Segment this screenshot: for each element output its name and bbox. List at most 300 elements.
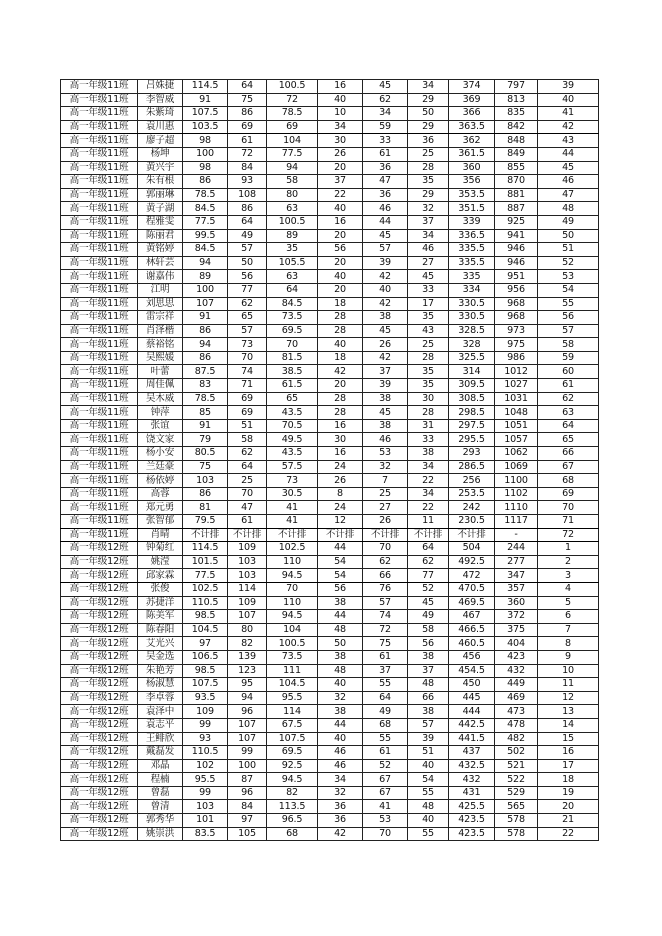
score-cell-5: 37	[363, 365, 408, 379]
score-cell-4: 34	[318, 773, 363, 787]
score-cell-3: 84.5	[267, 297, 318, 311]
table-row	[61, 283, 599, 297]
name-cell: 黄铭婷	[138, 243, 183, 257]
total-cell: 450	[449, 678, 495, 692]
school-rank-cell: 1069	[495, 460, 538, 474]
school-rank-cell: 881	[495, 188, 538, 202]
class-cell: 高一年级11班	[61, 188, 138, 202]
school-rank-cell: 1062	[495, 447, 538, 461]
score-cell-3: 64	[267, 283, 318, 297]
score-cell-6: 58	[408, 623, 449, 637]
school-rank-cell: 357	[495, 582, 538, 596]
score-cell-4: 8	[318, 487, 363, 501]
score-cell-2: 58	[228, 433, 267, 447]
score-cell-4: 20	[318, 256, 363, 270]
score-cell-3: 70	[267, 338, 318, 352]
score-cell-6: 48	[408, 678, 449, 692]
score-cell-2: 86	[228, 202, 267, 216]
score-cell-2: 70	[228, 351, 267, 365]
score-cell-1: 83	[183, 379, 228, 393]
class-rank-cell: 68	[538, 474, 599, 488]
class-rank-cell: 53	[538, 270, 599, 284]
class-cell: 高一年级11班	[61, 392, 138, 406]
score-cell-6: 52	[408, 582, 449, 596]
class-rank-cell: 71	[538, 515, 599, 529]
table-row	[61, 664, 599, 678]
name-cell: 钟萍	[138, 406, 183, 420]
class-cell: 高一年级12班	[61, 773, 138, 787]
score-cell-2: 97	[228, 814, 267, 828]
score-cell-6: 31	[408, 419, 449, 433]
score-cell-6: 29	[408, 120, 449, 134]
total-cell: 351.5	[449, 202, 495, 216]
score-cell-5: 38	[363, 419, 408, 433]
school-rank-cell: 849	[495, 147, 538, 161]
score-cell-6: 35	[408, 311, 449, 325]
class-cell: 高一年级11班	[61, 515, 138, 529]
score-cell-6: 48	[408, 800, 449, 814]
school-rank-cell: 973	[495, 324, 538, 338]
score-cell-4: 36	[318, 814, 363, 828]
score-cell-3: 100.5	[267, 215, 318, 229]
name-cell: 谢嘉伟	[138, 270, 183, 284]
score-cell-4: 26	[318, 147, 363, 161]
school-rank-cell: 469	[495, 691, 538, 705]
name-cell: 叶蕾	[138, 365, 183, 379]
score-cell-1: 91	[183, 311, 228, 325]
score-cell-4: 37	[318, 175, 363, 189]
school-rank-cell: 855	[495, 161, 538, 175]
score-cell-5: 46	[363, 202, 408, 216]
score-cell-5: 67	[363, 773, 408, 787]
school-rank-cell: 1031	[495, 392, 538, 406]
score-cell-6: 27	[408, 256, 449, 270]
score-cell-1: 79	[183, 433, 228, 447]
total-cell: 230.5	[449, 515, 495, 529]
class-rank-cell: 50	[538, 229, 599, 243]
school-rank-cell: 375	[495, 623, 538, 637]
total-cell: 356	[449, 175, 495, 189]
name-cell: 高蓉	[138, 487, 183, 501]
score-cell-5: 38	[363, 392, 408, 406]
score-cell-3: 96.5	[267, 814, 318, 828]
total-cell: 330.5	[449, 297, 495, 311]
class-cell: 高一年级12班	[61, 800, 138, 814]
score-cell-4: 20	[318, 161, 363, 175]
score-cell-4: 10	[318, 107, 363, 121]
score-cell-6: 45	[408, 270, 449, 284]
score-cell-3: 41	[267, 501, 318, 515]
score-cell-3: 73.5	[267, 311, 318, 325]
school-rank-cell: 1012	[495, 365, 538, 379]
score-cell-6: 35	[408, 379, 449, 393]
class-rank-cell: 65	[538, 433, 599, 447]
score-cell-4: 38	[318, 596, 363, 610]
total-cell: 297.5	[449, 419, 495, 433]
score-cell-5: 61	[363, 650, 408, 664]
score-cell-1: 77.5	[183, 215, 228, 229]
score-cell-5: 72	[363, 623, 408, 637]
score-cell-1: 98.5	[183, 610, 228, 624]
name-cell: 饶文家	[138, 433, 183, 447]
class-cell: 高一年级11班	[61, 107, 138, 121]
school-rank-cell: 521	[495, 759, 538, 773]
score-cell-2: 72	[228, 147, 267, 161]
class-cell: 高一年级11班	[61, 270, 138, 284]
score-cell-5: 76	[363, 582, 408, 596]
class-cell: 高一年级12班	[61, 827, 138, 841]
score-cell-1: 93	[183, 732, 228, 746]
score-cell-3: 43.5	[267, 406, 318, 420]
score-cell-1: 98	[183, 161, 228, 175]
score-cell-3: 43.5	[267, 447, 318, 461]
score-cell-1: 78.5	[183, 392, 228, 406]
score-cell-4: 16	[318, 215, 363, 229]
name-cell: 杨淑慧	[138, 678, 183, 692]
total-cell: 431	[449, 786, 495, 800]
score-cell-5: 26	[363, 338, 408, 352]
table-row	[61, 338, 599, 352]
score-table-body	[61, 80, 599, 841]
score-cell-5: 68	[363, 718, 408, 732]
score-cell-3: 69.5	[267, 324, 318, 338]
score-cell-5: 45	[363, 229, 408, 243]
name-cell: 陈丽君	[138, 229, 183, 243]
score-cell-2: 103	[228, 569, 267, 583]
school-rank-cell: 1027	[495, 379, 538, 393]
total-cell: 253.5	[449, 487, 495, 501]
class-rank-cell: 61	[538, 379, 599, 393]
score-cell-6: 39	[408, 732, 449, 746]
class-rank-cell: 72	[538, 528, 599, 542]
school-rank-cell: 1051	[495, 419, 538, 433]
table-row	[61, 759, 599, 773]
score-cell-5: 7	[363, 474, 408, 488]
class-cell: 高一年级12班	[61, 542, 138, 556]
score-cell-1: 104.5	[183, 623, 228, 637]
score-cell-4: 18	[318, 351, 363, 365]
score-cell-6: 34	[408, 80, 449, 94]
score-cell-3: 92.5	[267, 759, 318, 773]
score-cell-6: 55	[408, 827, 449, 841]
score-cell-1: 100	[183, 147, 228, 161]
score-cell-3: 58	[267, 175, 318, 189]
score-cell-1: 101	[183, 814, 228, 828]
score-cell-1: 114.5	[183, 80, 228, 94]
table-row	[61, 175, 599, 189]
school-rank-cell: 835	[495, 107, 538, 121]
score-cell-1: 79.5	[183, 515, 228, 529]
class-cell: 高一年级11班	[61, 487, 138, 501]
name-cell: 袁志平	[138, 718, 183, 732]
name-cell: 邱家霖	[138, 569, 183, 583]
score-cell-1: 102.5	[183, 582, 228, 596]
score-cell-5: 70	[363, 827, 408, 841]
score-cell-5: 47	[363, 175, 408, 189]
total-cell: 456	[449, 650, 495, 664]
score-cell-5: 44	[363, 215, 408, 229]
name-cell: 程雅雯	[138, 215, 183, 229]
school-rank-cell: 565	[495, 800, 538, 814]
school-rank-cell: 925	[495, 215, 538, 229]
table-row	[61, 814, 599, 828]
table-row	[61, 256, 599, 270]
class-rank-cell: 57	[538, 324, 599, 338]
score-cell-1: 75	[183, 460, 228, 474]
score-cell-3: 80	[267, 188, 318, 202]
score-cell-4: 20	[318, 283, 363, 297]
score-cell-6: 77	[408, 569, 449, 583]
name-cell: 刘思思	[138, 297, 183, 311]
name-cell: 张俊	[138, 582, 183, 596]
total-cell: 454.5	[449, 664, 495, 678]
table-row	[61, 501, 599, 515]
score-cell-3: 69	[267, 120, 318, 134]
school-rank-cell: 473	[495, 705, 538, 719]
score-cell-2: 64	[228, 460, 267, 474]
name-cell: 艾光兴	[138, 637, 183, 651]
score-cell-2: 108	[228, 188, 267, 202]
score-cell-3: 102.5	[267, 542, 318, 556]
table-row	[61, 582, 599, 596]
total-cell: 423.5	[449, 827, 495, 841]
school-rank-cell: 1117	[495, 515, 538, 529]
school-rank-cell: 1048	[495, 406, 538, 420]
table-row	[61, 392, 599, 406]
score-cell-4: 不计排	[318, 528, 363, 542]
school-rank-cell: 797	[495, 80, 538, 94]
class-rank-cell: 54	[538, 283, 599, 297]
score-cell-3: 105.5	[267, 256, 318, 270]
school-rank-cell: 1057	[495, 433, 538, 447]
score-cell-3: 41	[267, 515, 318, 529]
score-cell-2: 62	[228, 447, 267, 461]
score-cell-2: 86	[228, 107, 267, 121]
score-cell-1: 91	[183, 93, 228, 107]
total-cell: 460.5	[449, 637, 495, 651]
score-cell-2: 71	[228, 379, 267, 393]
score-cell-3: 70	[267, 582, 318, 596]
name-cell: 袁泽中	[138, 705, 183, 719]
school-rank-cell: 522	[495, 773, 538, 787]
score-cell-2: 82	[228, 637, 267, 651]
class-cell: 高一年级11班	[61, 365, 138, 379]
class-rank-cell: 9	[538, 650, 599, 664]
score-cell-6: 33	[408, 283, 449, 297]
score-cell-6: 66	[408, 691, 449, 705]
score-cell-5: 75	[363, 637, 408, 651]
score-cell-4: 56	[318, 582, 363, 596]
score-cell-4: 38	[318, 650, 363, 664]
score-cell-4: 16	[318, 80, 363, 94]
score-cell-3: 35	[267, 243, 318, 257]
score-cell-1: 107.5	[183, 107, 228, 121]
total-cell: 不计排	[449, 528, 495, 542]
score-cell-2: 80	[228, 623, 267, 637]
table-row	[61, 800, 599, 814]
class-cell: 高一年级11班	[61, 501, 138, 515]
school-rank-cell: 360	[495, 596, 538, 610]
score-cell-5: 42	[363, 297, 408, 311]
score-cell-3: 57.5	[267, 460, 318, 474]
school-rank-cell: 277	[495, 555, 538, 569]
score-cell-6: 51	[408, 746, 449, 760]
table-row	[61, 202, 599, 216]
total-cell: 361.5	[449, 147, 495, 161]
table-row	[61, 705, 599, 719]
class-rank-cell: 11	[538, 678, 599, 692]
score-cell-5: 42	[363, 351, 408, 365]
total-cell: 423.5	[449, 814, 495, 828]
score-cell-6: 33	[408, 433, 449, 447]
score-cell-6: 49	[408, 610, 449, 624]
score-cell-3: 38.5	[267, 365, 318, 379]
total-cell: 504	[449, 542, 495, 556]
score-cell-4: 12	[318, 515, 363, 529]
score-cell-2: 96	[228, 705, 267, 719]
name-cell: 蔡裕铭	[138, 338, 183, 352]
total-cell: 366	[449, 107, 495, 121]
class-rank-cell: 67	[538, 460, 599, 474]
total-cell: 335.5	[449, 243, 495, 257]
score-cell-3: 不计排	[267, 528, 318, 542]
class-rank-cell: 44	[538, 147, 599, 161]
school-rank-cell: 951	[495, 270, 538, 284]
class-cell: 高一年级11班	[61, 161, 138, 175]
score-cell-2: 49	[228, 229, 267, 243]
table-row	[61, 406, 599, 420]
school-rank-cell: 502	[495, 746, 538, 760]
score-cell-5: 61	[363, 746, 408, 760]
score-cell-1: 77.5	[183, 569, 228, 583]
name-cell: 黄子湖	[138, 202, 183, 216]
score-cell-2: 61	[228, 134, 267, 148]
name-cell: 姚滢	[138, 555, 183, 569]
score-cell-3: 94.5	[267, 569, 318, 583]
name-cell: 邓晶	[138, 759, 183, 773]
name-cell: 李卓蓉	[138, 691, 183, 705]
score-cell-5: 70	[363, 542, 408, 556]
score-cell-1: 84.5	[183, 243, 228, 257]
class-cell: 高一年级12班	[61, 705, 138, 719]
score-cell-1: 84.5	[183, 202, 228, 216]
table-row	[61, 528, 599, 542]
class-rank-cell: 40	[538, 93, 599, 107]
school-rank-cell: 529	[495, 786, 538, 800]
score-cell-6: 64	[408, 542, 449, 556]
score-cell-3: 110	[267, 596, 318, 610]
total-cell: 335	[449, 270, 495, 284]
table-row	[61, 379, 599, 393]
score-cell-5: 57	[363, 596, 408, 610]
score-cell-1: 85	[183, 406, 228, 420]
score-cell-1: 103	[183, 474, 228, 488]
class-cell: 高一年级12班	[61, 610, 138, 624]
score-cell-3: 49.5	[267, 433, 318, 447]
class-rank-cell: 55	[538, 297, 599, 311]
score-cell-3: 61.5	[267, 379, 318, 393]
table-row	[61, 623, 599, 637]
class-rank-cell: 59	[538, 351, 599, 365]
total-cell: 286.5	[449, 460, 495, 474]
score-cell-6: 29	[408, 93, 449, 107]
score-cell-2: 77	[228, 283, 267, 297]
class-cell: 高一年级11班	[61, 215, 138, 229]
class-rank-cell: 22	[538, 827, 599, 841]
class-rank-cell: 64	[538, 419, 599, 433]
table-row	[61, 691, 599, 705]
total-cell: 362	[449, 134, 495, 148]
score-cell-6: 40	[408, 814, 449, 828]
score-cell-1: 86	[183, 487, 228, 501]
score-cell-5: 38	[363, 311, 408, 325]
class-cell: 高一年级12班	[61, 718, 138, 732]
class-rank-cell: 42	[538, 120, 599, 134]
score-cell-6: 28	[408, 406, 449, 420]
school-rank-cell: 848	[495, 134, 538, 148]
score-cell-2: 109	[228, 542, 267, 556]
name-cell: 杨依婷	[138, 474, 183, 488]
score-cell-6: 17	[408, 297, 449, 311]
score-cell-3: 107.5	[267, 732, 318, 746]
score-cell-5: 52	[363, 759, 408, 773]
school-rank-cell: 404	[495, 637, 538, 651]
score-cell-6: 37	[408, 215, 449, 229]
class-cell: 高一年级12班	[61, 555, 138, 569]
class-rank-cell: 17	[538, 759, 599, 773]
class-cell: 高一年级12班	[61, 678, 138, 692]
score-cell-5: 36	[363, 161, 408, 175]
score-cell-4: 18	[318, 297, 363, 311]
score-cell-5: 37	[363, 664, 408, 678]
score-cell-2: 69	[228, 406, 267, 420]
score-cell-5: 55	[363, 678, 408, 692]
score-cell-5: 27	[363, 501, 408, 515]
school-rank-cell: 941	[495, 229, 538, 243]
total-cell: 314	[449, 365, 495, 379]
score-cell-2: 65	[228, 311, 267, 325]
total-cell: 432	[449, 773, 495, 787]
school-rank-cell: 946	[495, 243, 538, 257]
name-cell: 张智郁	[138, 515, 183, 529]
score-cell-2: 70	[228, 487, 267, 501]
score-cell-3: 111	[267, 664, 318, 678]
score-cell-4: 30	[318, 433, 363, 447]
score-cell-2: 57	[228, 243, 267, 257]
total-cell: 470.5	[449, 582, 495, 596]
score-cell-5: 45	[363, 80, 408, 94]
school-rank-cell: 372	[495, 610, 538, 624]
class-rank-cell: 70	[538, 501, 599, 515]
class-rank-cell: 45	[538, 161, 599, 175]
name-cell: 朱紫琦	[138, 107, 183, 121]
score-cell-3: 100.5	[267, 637, 318, 651]
score-cell-4: 42	[318, 827, 363, 841]
total-cell: 472	[449, 569, 495, 583]
school-rank-cell: 842	[495, 120, 538, 134]
school-rank-cell: 347	[495, 569, 538, 583]
score-cell-4: 28	[318, 324, 363, 338]
score-cell-4: 44	[318, 610, 363, 624]
score-cell-5: 55	[363, 732, 408, 746]
score-cell-4: 20	[318, 229, 363, 243]
score-cell-3: 77.5	[267, 147, 318, 161]
score-cell-5: 62	[363, 555, 408, 569]
score-cell-2: 93	[228, 175, 267, 189]
score-cell-6: 46	[408, 243, 449, 257]
total-cell: 467	[449, 610, 495, 624]
score-cell-4: 40	[318, 93, 363, 107]
